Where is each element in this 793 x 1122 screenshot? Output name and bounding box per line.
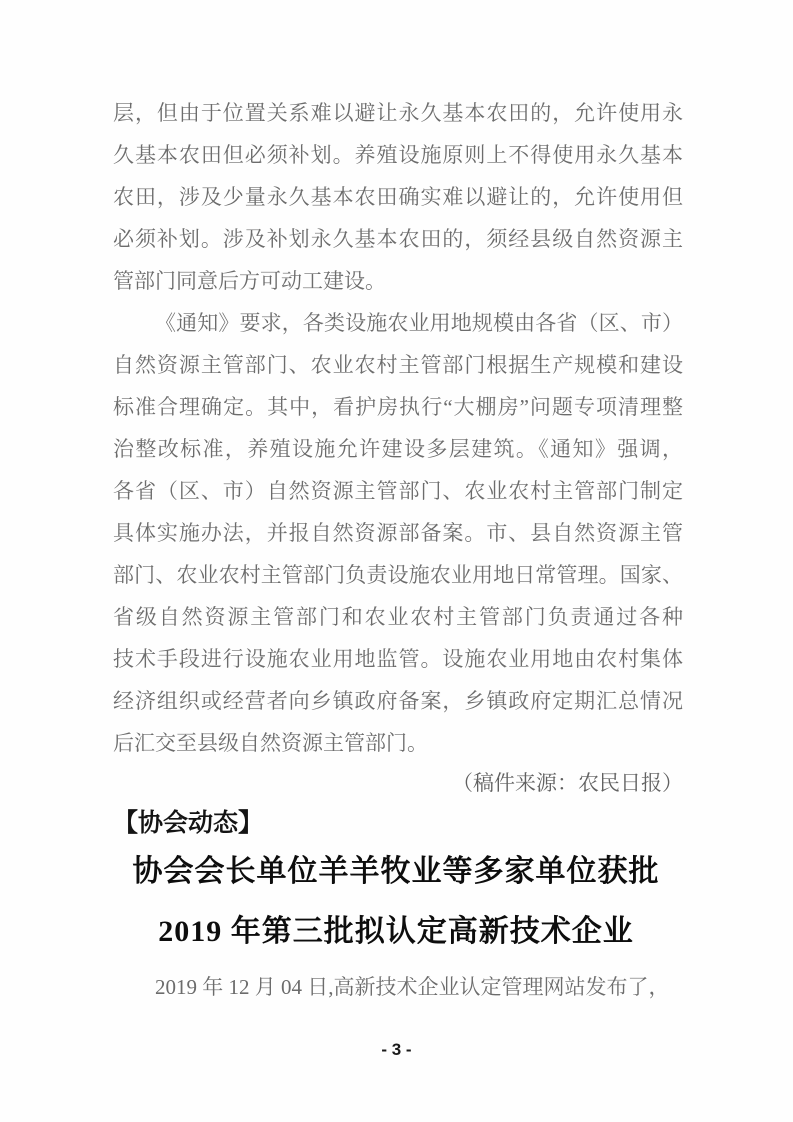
text-line: 具体实施办法，并报自然资源部备案。市、县自然资源主管 (113, 521, 683, 545)
text-line: 《通知》要求，各类设施农业用地规模由各省（区、市） (155, 311, 683, 335)
paragraph-continuation (113, 92, 683, 302)
text-line: 2019 年 12 月 04 日,高新技术企业认定管理网站发布了， (155, 975, 670, 999)
text-line: 省级自然资源主管部门和农业农村主管部门负责通过各种 (113, 605, 683, 629)
text-line: 久基本农田但必须补划。养殖设施原则上不得使用永久基本 (113, 143, 683, 167)
article-title-line2: 2019 年第三批拟认定高新技术企业 (158, 915, 634, 948)
text-line: 各省（区、市）自然资源主管部门、农业农村主管部门制定 (113, 479, 683, 503)
text-line: 技术手段进行设施农业用地监管。设施农业用地由农村集体 (113, 647, 683, 671)
article-title-line1: 协会会长单位羊羊牧业等多家单位获批 (132, 855, 660, 888)
text-line: 经济组织或经营者向乡镇政府备案，乡镇政府定期汇总情况 (113, 689, 683, 713)
text-line: 管部门同意后方可动工建设。 (113, 269, 386, 293)
text-line: 标准合理确定。其中，看护房执行“大棚房”问题专项清理整 (113, 395, 683, 419)
page-number: - 3 - (381, 1040, 412, 1059)
text-line: 自然资源主管部门、农业农村主管部门根据生产规模和建设 (113, 353, 683, 377)
text-line: 农田，涉及少量永久基本农田确实难以避让的，允许使用但 (113, 185, 683, 209)
text-line: 层，但由于位置关系难以避让永久基本农田的，允许使用永 (113, 101, 683, 125)
text-line: 部门、农业农村主管部门负责设施农业用地日常管理。国家、 (113, 563, 683, 587)
text-line: 必须补划。涉及补划永久基本农田的，须经县级自然资源主 (113, 227, 683, 251)
section-header: 【协会动态】 (113, 809, 264, 837)
source-attribution: （稿件来源：农民日报） (452, 771, 683, 795)
text-line: 治整改标准，养殖设施允许建设多层建筑。《通知》强调， (113, 437, 683, 461)
paragraph-article (113, 966, 683, 1008)
paragraph-notice (113, 302, 683, 764)
text-line: 后汇交至县级自然资源主管部门。 (113, 731, 428, 755)
